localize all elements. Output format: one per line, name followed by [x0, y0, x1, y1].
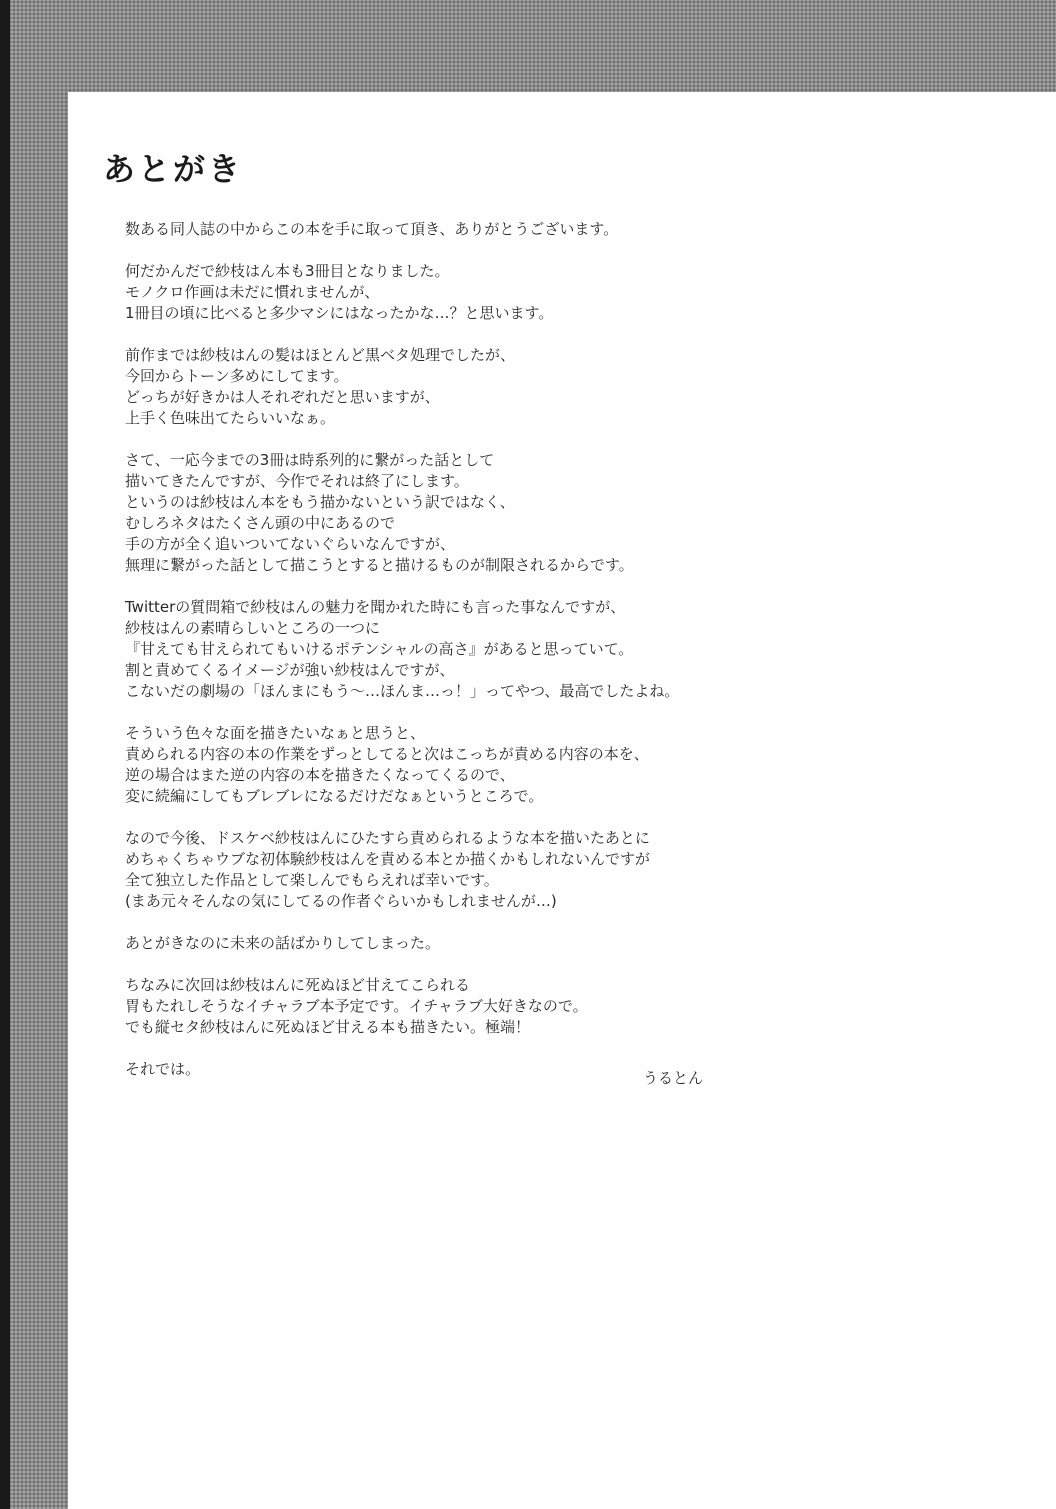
text-line: 紗枝はんの素晴らしいところの一つに: [125, 619, 381, 637]
text-line: 変に続編にしてもブレブレになるだけだなぁというところで。: [125, 787, 544, 805]
text-line: 逆の場合はまた逆の内容の本を描きたくなってくるので、: [125, 766, 515, 784]
text-line: むしろネタはたくさん頭の中にあるので: [125, 514, 396, 532]
afterword-body: [125, 219, 1005, 1101]
text-line: 上手く色味出てたらいいなぁ。: [125, 409, 336, 427]
text-line: 何だかんだで紗枝はん本も3冊目となりました。: [125, 262, 450, 280]
text-line: 割と責めてくるイメージが強い紗枝はんですが、: [125, 661, 455, 679]
text-line: 描いてきたんですが、今作でそれは終了にします。: [125, 472, 469, 490]
paragraph: [125, 723, 1005, 807]
paragraph: [125, 975, 1005, 1038]
paragraph: [125, 450, 1005, 576]
text-line: 胃もたれしそうなイチャラブ本予定です。イチャラブ大好きなので。: [125, 997, 588, 1015]
text-line: (まあ元々そんなの気にしてるの作者ぐらいかもしれませんが…): [125, 892, 557, 910]
paragraph: [125, 345, 1005, 429]
text-line: 手の方が全く追いついてないぐらいなんですが、: [125, 535, 456, 553]
text-line: 無理に繋がった話として描こうとすると描けるものが制限されるからです。: [125, 556, 634, 574]
text-line: それでは。: [125, 1060, 201, 1078]
text-line: 1冊目の頃に比べると多少マシにはなったかな…？と思います。: [125, 304, 554, 322]
paragraph: [125, 828, 1005, 912]
text-line: というのは紗枝はん本をもう描かないという訳ではなく、: [125, 493, 515, 511]
text-line: こないだの劇場の「ほんまにもう〜…ほんま…っ！」ってやつ、最高でしたよね。: [125, 682, 680, 700]
text-line: 全て独立した作品として楽しんでもらえれば幸いです。: [125, 871, 499, 889]
text-line: なので今後、ドスケベ紗枝はんにひたすら責められるような本を描いたあとに: [125, 829, 650, 847]
paragraph: [125, 261, 1005, 324]
text-line: どっちが好きかは人それぞれだと思いますが、: [125, 388, 440, 406]
text-line: めちゃくちゃウブな初体験紗枝はんを責める本とか描くかもしれないんですが: [125, 850, 651, 868]
text-line: 責められる内容の本の作業をずっとしてると次はこっちが責める内容の本を、: [125, 745, 649, 763]
text-line: 前作までは紗枝はんの髪はほとんど黒ベタ処理でしたが、: [125, 346, 516, 364]
author-signature: うるとん: [643, 1069, 704, 1087]
paragraph: [125, 1059, 1005, 1080]
text-line: でも縦セタ紗枝はんに死ぬほど甘える本も描きたい。極端！: [125, 1018, 531, 1036]
paragraph: [125, 597, 1005, 702]
text-line: 数ある同人誌の中からこの本を手に取って頂き、ありがとうございます。: [125, 220, 619, 238]
text-line: 今回からトーン多めにしてます。: [125, 367, 349, 385]
left-border: [0, 0, 10, 1509]
page-title: あとがき: [103, 150, 244, 188]
paragraph: [125, 219, 1005, 240]
paragraph: [125, 933, 1005, 954]
afterword-page: [68, 92, 1056, 1509]
text-line: Twitterの質問箱で紗枝はんの魅力を聞かれた時にも言った事なんですが、: [125, 598, 626, 616]
text-line: 『甘えても甘えられてもいけるポテンシャルの高さ』があると思っていて。: [125, 640, 634, 658]
text-line: モノクロ作画は未だに慣れませんが、: [125, 283, 380, 301]
text-line: そういう色々な面を描きたいなぁと思うと、: [125, 724, 426, 742]
text-line: さて、一応今までの3冊は時系列的に繋がった話として: [125, 451, 495, 469]
text-line: ちなみに次回は紗枝はんに死ぬほど甘えてこられる: [125, 976, 471, 994]
text-line: あとがきなのに未来の話ばかりしてしまった。: [125, 934, 441, 952]
